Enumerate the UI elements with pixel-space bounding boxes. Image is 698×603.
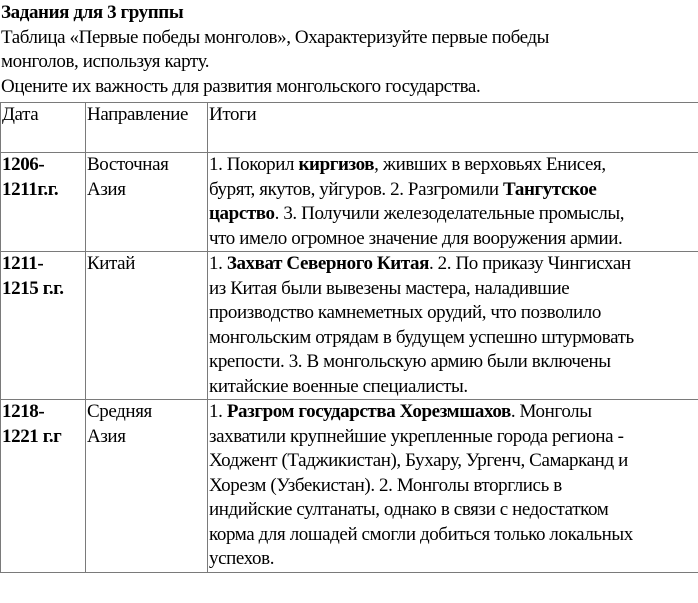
result-line xyxy=(209,153,698,178)
direction-line: Средняя xyxy=(87,401,152,422)
bold-term: Разгром государства Хорезмшахов xyxy=(226,401,511,422)
result-text: , живших в верховьях Енисея, xyxy=(374,154,606,175)
table-row xyxy=(1,252,698,400)
result-text: . 3. Получили железоделательные промыслы, xyxy=(274,203,625,224)
date-line: 1211- xyxy=(2,253,44,274)
direction-line: Азия xyxy=(87,425,126,447)
result-text: 1. xyxy=(209,401,227,422)
result-line xyxy=(209,375,698,400)
date-line: 1206- xyxy=(2,154,45,175)
result-line xyxy=(209,547,698,572)
date-cell xyxy=(1,400,86,573)
direction-line: Азия xyxy=(87,178,126,200)
result-line xyxy=(209,178,698,203)
result-text: . 2. По приказу Чингисхан xyxy=(428,253,631,274)
date-line: 1221 г.г xyxy=(2,425,62,447)
bold-term: царство xyxy=(209,203,275,224)
table-row xyxy=(1,400,698,573)
result-text: . Монголы xyxy=(510,401,592,422)
result-line xyxy=(209,498,698,523)
result-line xyxy=(209,252,698,277)
result-text: успехов. xyxy=(209,548,275,569)
date-line: 1211г.г. xyxy=(2,178,59,200)
results-cell xyxy=(208,252,698,400)
date-cell xyxy=(1,252,86,400)
result-text: китайские военные специалисты. xyxy=(209,375,468,397)
result-text: индийские султанаты, однако в связи с недостатком xyxy=(209,499,609,520)
direction-cell xyxy=(86,252,208,400)
result-line xyxy=(209,227,698,252)
victories-table xyxy=(0,102,698,573)
result-text: Ходжент (Таджикистан), Бухару, Ургенч, Самарканд и xyxy=(209,450,628,471)
result-line xyxy=(209,523,698,548)
header-results: Итоги xyxy=(208,103,698,153)
result-text: 1. Покорил xyxy=(209,154,299,175)
table-row xyxy=(1,153,698,252)
intro-line: Таблица «Первые победы монголов», Охарактеризуйте первые победы xyxy=(1,27,550,48)
result-text: крепости. 3. В монгольскую армию были включены xyxy=(209,351,611,372)
results-cell xyxy=(208,153,698,252)
result-text: что имело огромное значение для вооружения армии. xyxy=(209,227,623,249)
header-date: Дата xyxy=(1,103,86,153)
intro-line: монголов, используя карту. xyxy=(1,51,210,72)
result-text: из Китая были вывезены мастера, наладившие xyxy=(209,277,570,299)
result-text: монгольским отрядам в будущем успешно штурмовать xyxy=(209,326,634,348)
result-line xyxy=(209,400,698,425)
direction-line: Восточная xyxy=(87,154,169,175)
bold-term: киргизов xyxy=(298,154,375,175)
header-direction: Направление xyxy=(86,103,208,153)
bold-term: Тангутское xyxy=(503,178,597,200)
result-line xyxy=(209,277,698,302)
date-line: 1218- xyxy=(2,401,45,422)
result-text: Хорезм (Узбекистан). 2. Монголы вторглись в xyxy=(209,474,562,496)
result-text: захватили крупнейшие укрепленные города региона - xyxy=(209,425,624,447)
direction-line: Китай xyxy=(87,253,135,274)
direction-cell xyxy=(86,400,208,573)
result-text: корма для лошадей смогли добиться только локальных xyxy=(209,523,633,545)
table-header-row xyxy=(1,103,698,153)
result-line xyxy=(209,350,698,375)
result-line xyxy=(209,202,698,227)
results-cell xyxy=(208,400,698,573)
result-line xyxy=(209,474,698,499)
result-line xyxy=(209,326,698,351)
direction-cell xyxy=(86,153,208,252)
intro-line: Оцените их важность для развития монгольского государства. xyxy=(1,76,481,97)
result-text: бурят, якутов, уйгуров. 2. Разгромили xyxy=(209,178,504,200)
result-line xyxy=(209,425,698,450)
result-text: производство камнеметных орудий, что позволило xyxy=(209,302,601,323)
date-cell xyxy=(1,153,86,252)
bold-term: Захват Северного Китая xyxy=(226,253,429,274)
task-heading: Задания для 3 группы xyxy=(1,2,184,23)
result-line xyxy=(209,449,698,474)
date-line: 1215 г.г. xyxy=(2,277,64,299)
result-text: 1. xyxy=(209,253,227,274)
result-line xyxy=(209,301,698,326)
